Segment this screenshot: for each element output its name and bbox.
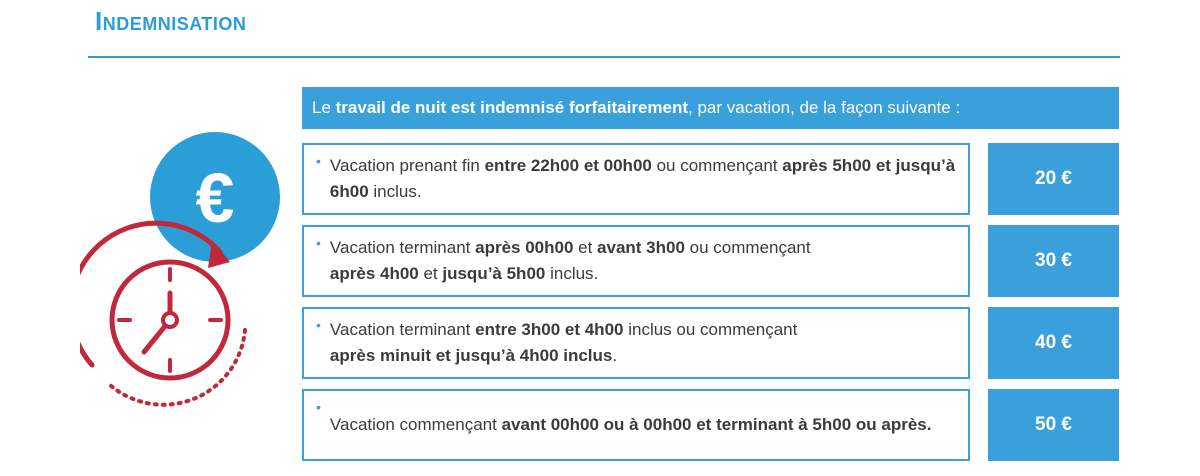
title-divider — [88, 56, 1120, 58]
bullet-icon: • — [316, 317, 321, 333]
rate-description-1: Vacation prenant fin entre 22h00 et 00h00 ou commençant après 5h00 et jusqu’à 6h00 inclus. — [329, 156, 956, 201]
rate-price-2: 30 € — [988, 225, 1119, 297]
rate-row-4 — [302, 389, 970, 461]
page-title: Indemnisation — [95, 6, 247, 36]
euro-circle-icon — [150, 132, 280, 262]
rate-description-4: Vacation commençant avant 00h00 ou à 00h00 et terminant à 5h00 ou après. — [329, 415, 932, 434]
intro-prefix: Le — [312, 98, 336, 117]
rate-row-1 — [302, 143, 970, 215]
rate-description-2: Vacation terminant après 00h00 et avant 3h00 ou commençant après 4h00 et jusqu’à 5h00 inclus. — [329, 238, 811, 283]
clock-arrow-icon — [80, 223, 245, 405]
rate-description-3: Vacation terminant entre 3h00 et 4h00 inclus ou commençant après minuit et jusqu’à 4h00 inclus. — [329, 320, 798, 365]
bullet-icon: • — [316, 399, 321, 415]
rate-price-4: 50 € — [988, 389, 1119, 461]
rate-row-3 — [302, 307, 970, 379]
bullet-icon: • — [316, 235, 321, 251]
intro-suffix: , par vacation, de la façon suivante : — [688, 98, 961, 117]
rate-row-2 — [302, 225, 970, 297]
rate-price-3: 40 € — [988, 307, 1119, 379]
bullet-icon: • — [316, 153, 321, 169]
rate-price-1: 20 € — [988, 143, 1119, 215]
intro-bold: travail de nuit est indemnisé forfaitairement — [335, 98, 689, 117]
intro-banner — [302, 87, 1119, 129]
illustration — [80, 130, 290, 420]
euro-symbol: € — [195, 159, 235, 237]
